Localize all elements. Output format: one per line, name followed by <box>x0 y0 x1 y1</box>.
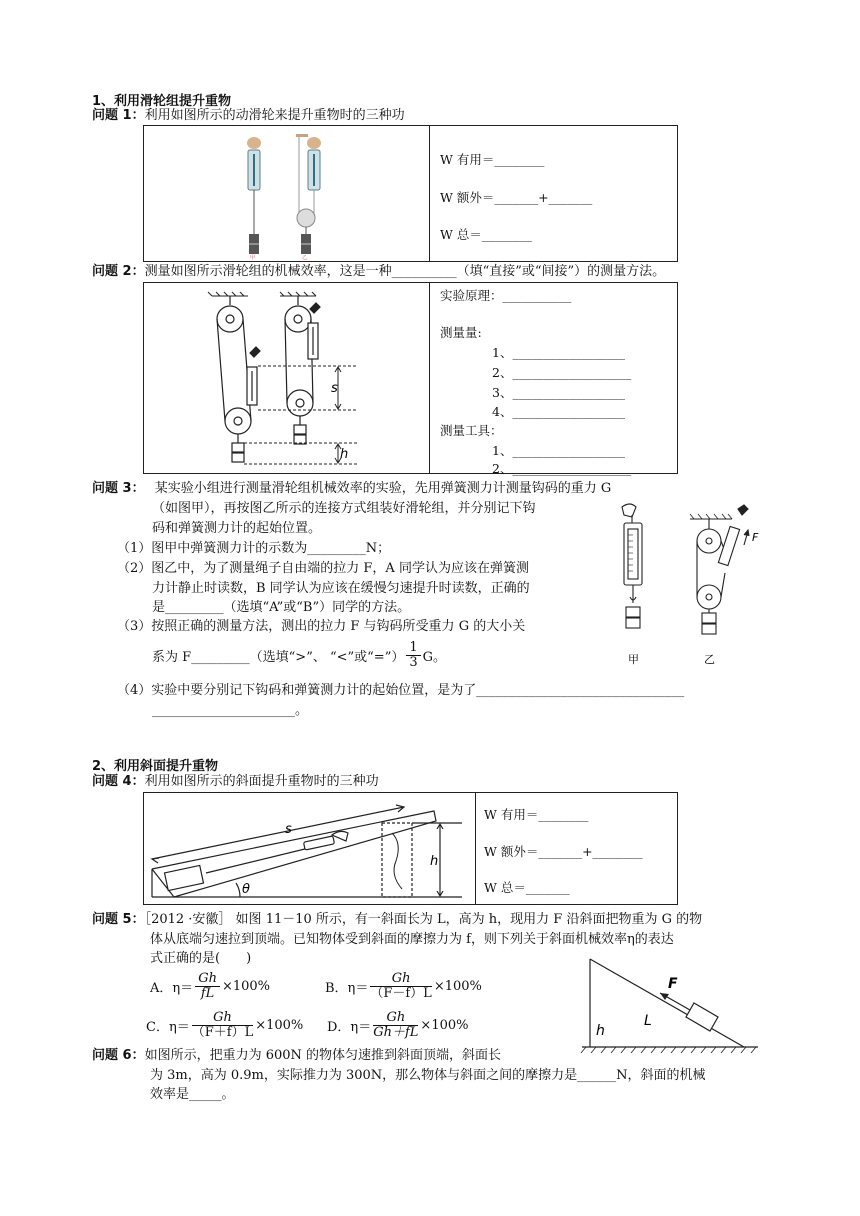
question-3-intro-1: 某实验小组进行测量滑轮组机械效率的实验，先用弹簧测力计测量钩码的重力 G <box>154 481 612 496</box>
question-6 <box>92 1046 501 1066</box>
incline-h-label: h <box>430 854 439 869</box>
incline-w-total-blank[interactable]: W 总＝_______ <box>484 880 570 895</box>
question-3-intro-2: （如图甲），再按图乙所示的连接方式组装好滑轮组，并分别记下钩 <box>152 501 536 516</box>
question-3-part-2a: （2）图乙中，为了测量绳子自由端的拉力 F，A 同学认为应该在弹簧测 <box>117 561 529 576</box>
question-5 <box>92 910 792 930</box>
question-3-part-3a: （3）按照正确的测量方法，测出的拉力 F 与钩码所受重力 G 的大小关 <box>117 619 526 634</box>
pulley-setup-right <box>285 296 320 444</box>
option-d[interactable] <box>327 1007 468 1043</box>
question-4-table <box>143 792 678 905</box>
question-1-text: 利用如图所示的动滑轮来提升重物时的三种功 <box>144 108 405 123</box>
option-b-suffix: ×100% <box>433 978 482 994</box>
question-6-line-1: 如图所示，把重力为 600N 的物体匀速推到斜面顶端，斜面长 <box>144 1048 502 1063</box>
question-5-label: 问题 5： <box>92 912 145 927</box>
movable-pulley-right <box>296 134 321 261</box>
q5-h-label: h <box>596 1023 605 1039</box>
one-third-fraction: $\frac{1}{3}$ <box>406 641 420 670</box>
question-5-line-3[interactable]: 式正确的是( ) <box>150 951 252 966</box>
option-b-prefix: B．η＝ <box>325 980 369 996</box>
option-c-prefix: C．η＝ <box>146 1019 190 1035</box>
question-1-label: 问题 1： <box>92 108 145 123</box>
quantity-1[interactable]: 1、__________________ <box>492 345 625 360</box>
quantity-4[interactable]: 4、__________________ <box>492 404 625 419</box>
pulley-setup-left <box>217 296 260 462</box>
option-c-fraction: $\frac{Gh}{(F+f)L}$ <box>191 1009 254 1040</box>
tool-2[interactable]: 2、___________________ <box>492 461 632 476</box>
incline-w-extra-blank[interactable]: W 额外＝_______+________ <box>484 844 643 859</box>
question-6-label: 问题 6： <box>92 1048 145 1063</box>
question-6-line-3[interactable]: 效率是_____。 <box>150 1087 235 1102</box>
question-5-line-2: 体从底端匀速拉到顶端。已知物体受到斜面的摩擦力为 f，则下列关于斜面机械效率η的表达 <box>150 932 674 947</box>
question-3-part-2b: 力计静止时读数，B 同学认为应该在缓慢匀速提升时读数，正确的 <box>152 581 530 596</box>
option-a-prefix: A．η＝ <box>150 980 194 996</box>
section-2-title: 2、利用斜面提升重物 <box>92 759 219 774</box>
question-2 <box>92 262 665 282</box>
pulley-block-figure <box>144 283 428 473</box>
movable-pulley-figure <box>144 126 428 261</box>
option-a-fraction: $\frac{Gh}{fL}$ <box>195 972 220 1001</box>
option-d-fraction: $\frac{Gh}{Gh+fL}$ <box>373 1009 419 1040</box>
question-2-text[interactable]: 测量如图所示滑轮组的机械效率，这是一种__________（填“直接”或“间接”）的测量方法。 <box>144 264 666 279</box>
w-total-blank[interactable]: W 总＝________ <box>440 227 532 242</box>
quantity-2[interactable]: 2、___________________ <box>492 365 632 380</box>
question-6-line-2[interactable]: 为 3m，高为 0.9m，实际推力为 300N，那么物体与斜面之间的摩擦力是______N，斜面的机械 <box>150 1068 706 1083</box>
option-d-suffix: ×100% <box>420 1017 469 1033</box>
svg-text:甲: 甲 <box>250 255 256 261</box>
question-4-text: 利用如图所示的斜面提升重物时的三种功 <box>144 774 379 789</box>
incline-figure <box>144 793 474 904</box>
fig-s-label: s <box>331 381 338 396</box>
question-3-part-4a[interactable]: （4）实验中要分别记下钩码和弹簧测力计的起始位置，是为了________________________________ <box>117 683 685 698</box>
incline-w-useful-blank[interactable]: W 有用＝________ <box>484 807 589 822</box>
svg-text:乙: 乙 <box>302 255 308 261</box>
question-2-table <box>143 282 678 474</box>
option-b-fraction: $\frac{Gh}{(F-f)L}$ <box>370 970 432 1001</box>
option-c-suffix: ×100% <box>255 1017 304 1033</box>
w-extra-blank[interactable]: W 额外＝_______+_______ <box>440 190 593 205</box>
question-3-label: 问题 3： <box>92 481 145 496</box>
spring-scale-left <box>247 137 261 261</box>
question-3-part-4b[interactable]: ______________________。 <box>152 703 309 718</box>
option-c[interactable] <box>146 1007 303 1043</box>
fig-F-label: F <box>752 531 759 544</box>
quantity-3[interactable]: 3、__________________ <box>492 385 625 400</box>
part-3b-text: 系为 F_________（选填“>”、 “<”或“=”） <box>152 649 405 665</box>
tool-1[interactable]: 1、__________________ <box>492 443 625 458</box>
fig-yi-label: 乙 <box>704 653 715 666</box>
section-1-title: 1、利用滑轮组提升重物 <box>92 94 232 109</box>
option-a[interactable] <box>150 968 270 1004</box>
question-3 <box>92 479 712 499</box>
q5-F-label: F <box>668 976 678 992</box>
question-3-part-3b[interactable] <box>152 638 446 672</box>
question-3-part-2c[interactable]: 是_________（选填“A”或“B”）同学的方法。 <box>152 600 411 615</box>
option-d-prefix: D．η＝ <box>327 1019 372 1035</box>
option-b[interactable] <box>325 968 482 1004</box>
question-2-label: 问题 2： <box>92 264 145 279</box>
figure-jia <box>622 504 642 628</box>
question-1-table <box>143 125 678 262</box>
part-3b-tail: G。 <box>422 649 447 665</box>
fig-jia-label: 甲 <box>628 653 639 666</box>
question-3-figure <box>600 497 770 672</box>
question-4-label: 问题 4： <box>92 774 145 789</box>
tools-label: 测量工具： <box>440 423 503 438</box>
incline-s-label: s <box>285 822 292 837</box>
question-3-intro-3: 码和弹簧测力计的起始位置。 <box>152 521 322 536</box>
quantities-label: 测量量: <box>440 325 482 340</box>
question-1 <box>92 106 405 126</box>
question-3-part-1[interactable]: （1）图甲中弹簧测力计的示数为_________N； <box>117 541 391 556</box>
experiment-principle[interactable]: 实验原理：___________ <box>440 288 572 303</box>
option-a-suffix: ×100% <box>221 978 271 994</box>
figure-yi <box>690 505 749 634</box>
question-5-incline-figure <box>578 955 768 1057</box>
q5-L-label: L <box>644 1013 652 1029</box>
question-4 <box>92 772 379 792</box>
w-useful-blank[interactable]: W 有用＝________ <box>440 152 545 167</box>
question-5-line-1: ［2012 ·安徽］ 如图 11－10 所示，有一斜面长为 L，高为 h，现用力 F 沿斜面把物重为 G 的物 <box>144 912 703 927</box>
fig-h-label: h <box>340 447 349 462</box>
incline-theta-label: θ <box>242 882 250 897</box>
